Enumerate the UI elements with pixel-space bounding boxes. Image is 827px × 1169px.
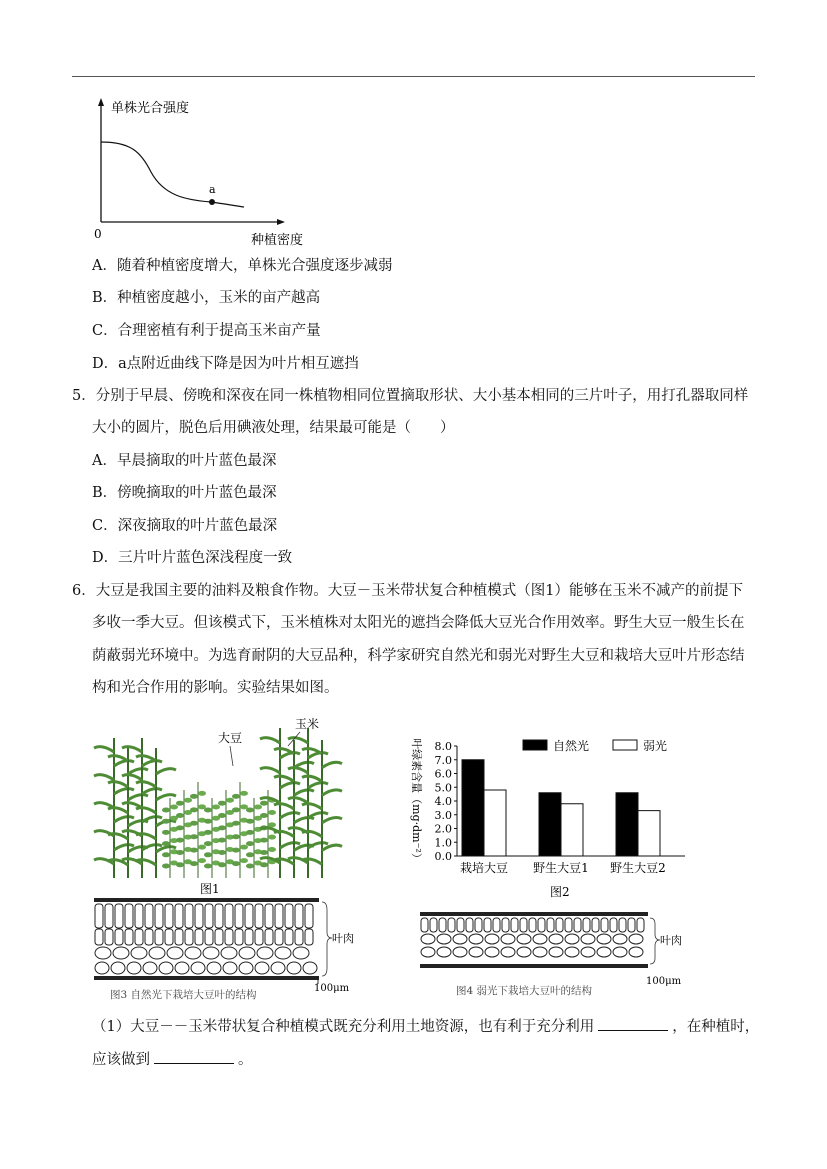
density-curve-chart: [86, 92, 304, 252]
scale-bar-label: 100μm: [646, 976, 682, 987]
density-curve: [101, 142, 244, 207]
leaf-cross-section: [420, 912, 648, 968]
fig1-intercropping-illustration: [100, 708, 340, 898]
y-axis-label: 单株光合强度: [111, 101, 190, 116]
origin-label: 0: [94, 227, 102, 241]
q6-sub1-text-b: ，在种植时，: [672, 1019, 760, 1035]
legend-swatch: [613, 740, 637, 750]
q4-option-d: D．a点附近曲线下降是因为叶片相互遮挡: [92, 356, 359, 372]
y-tick-label: 7.0: [434, 753, 452, 767]
mesophyll-label: 叶肉: [660, 934, 682, 947]
y-tick-label: 6.0: [434, 767, 452, 781]
y-tick-label: 5.0: [434, 781, 452, 795]
x-tick-label: 野生大豆1: [533, 861, 589, 875]
q6-sub1-line2: [92, 1049, 253, 1069]
soybean-label: 大豆: [218, 731, 243, 745]
answer-blank-2[interactable]: [154, 1049, 234, 1064]
q4-option-c: C．合理密植有利于提高玉米亩产量: [92, 323, 321, 339]
q5-stem-line1: 5．分别于早晨、傍晚和深夜在同一株植物相同位置摘取形状、大小基本相同的三片叶子，用打孔器取同样: [72, 388, 749, 404]
x-axis-arrow-icon: [277, 219, 285, 225]
q5-option-c: C．深夜摘取的叶片蓝色最深: [92, 518, 278, 534]
q6-sub1-text-a: （1）大豆－－玉米带状复合种植模式既充分利用土地资源，也有利于充分利用: [92, 1019, 595, 1035]
q4-option-b: B．种植密度越小，玉米的亩产越高: [92, 290, 321, 306]
q6-stem-line3: 荫蔽弱光环境中。为选育耐阴的大豆品种，科学家研究自然光和弱光对野生大豆和栽培大豆叶片形态结: [92, 648, 745, 664]
point-a-label: a: [209, 183, 216, 196]
point-a: [209, 199, 215, 205]
x-axis-label: 种植密度: [251, 233, 304, 248]
bar-2-0: [616, 793, 638, 856]
header-rule: [72, 76, 755, 77]
bar-chart-area: [410, 738, 685, 875]
fig3-leaf-structure-natural-light: [94, 898, 364, 1006]
bar-0-0: [462, 760, 484, 856]
corn-label: 玉米: [295, 717, 320, 731]
q6-stem-line4: 构和光合作用的影响。实验结果如图。: [92, 680, 339, 696]
bar-0-1: [484, 790, 506, 856]
answer-blank-1[interactable]: [598, 1016, 668, 1031]
x-tick-label: 栽培大豆: [459, 861, 509, 875]
y-tick-label: 1.0: [434, 836, 452, 850]
scale-bar-label: 100μm: [314, 983, 350, 994]
x-tick-label: 野生大豆2: [610, 861, 666, 875]
y-tick-label: 2.0: [434, 822, 452, 836]
plant-rows: [94, 728, 342, 878]
fig3-caption: 图3 自然光下栽培大豆叶的结构: [110, 989, 257, 1001]
q4-option-a: A．随着种植密度增大，单株光合强度逐步减弱: [92, 258, 393, 274]
fig4-leaf-structure-weak-light: [420, 912, 690, 1004]
y-tick-label: 0.0: [434, 850, 452, 863]
q6-stem-line2: 多收一季大豆。但该模式下，玉米植株对太阳光的遮挡会降低大豆光合作用效率。野生大豆一般生长在: [92, 615, 745, 631]
fig4-caption: 图4 弱光下栽培大豆叶的结构: [456, 985, 593, 997]
fig2-chlorophyll-bar-chart: [395, 730, 695, 900]
q6-sub1-text-c: 应该做到: [92, 1052, 150, 1068]
legend-label: 弱光: [643, 739, 668, 753]
mesophyll-label: 叶肉: [332, 932, 354, 945]
bar-1-0: [539, 793, 561, 856]
legend-label: 自然光: [553, 739, 590, 753]
fig1-caption: 图1: [200, 882, 220, 896]
q6-sub1-line1: [92, 1016, 759, 1036]
y-tick-label: 8.0: [434, 740, 452, 753]
q6-sub1-text-d: 。: [238, 1052, 253, 1068]
q5-option-b: B．傍晚摘取的叶片蓝色最深: [92, 485, 277, 501]
leaf-cross-section: [94, 898, 319, 980]
q5-stem-line2: 大小的圆片，脱色后用碘液处理，结果最可能是（ ）: [92, 420, 455, 436]
bar-2-1: [638, 811, 660, 856]
legend-swatch: [523, 740, 547, 750]
y-axis-label: 叶绿素含量（mg·dm⁻²）: [410, 738, 423, 864]
q5-option-a: A．早晨摘取的叶片蓝色最深: [92, 453, 277, 469]
bar-1-1: [561, 804, 583, 856]
y-axis-arrow-icon: [98, 98, 104, 106]
q5-option-d: D．三片叶片蓝色深浅程度一致: [92, 550, 293, 566]
q6-stem-line1: 6．大豆是我国主要的油料及粮食作物。大豆－玉米带状复合种植模式（图1）能够在玉米不减产的前提下: [72, 583, 743, 599]
y-tick-label: 4.0: [434, 795, 452, 808]
chart-title: 图2: [550, 885, 570, 899]
y-tick-label: 3.0: [434, 808, 452, 822]
